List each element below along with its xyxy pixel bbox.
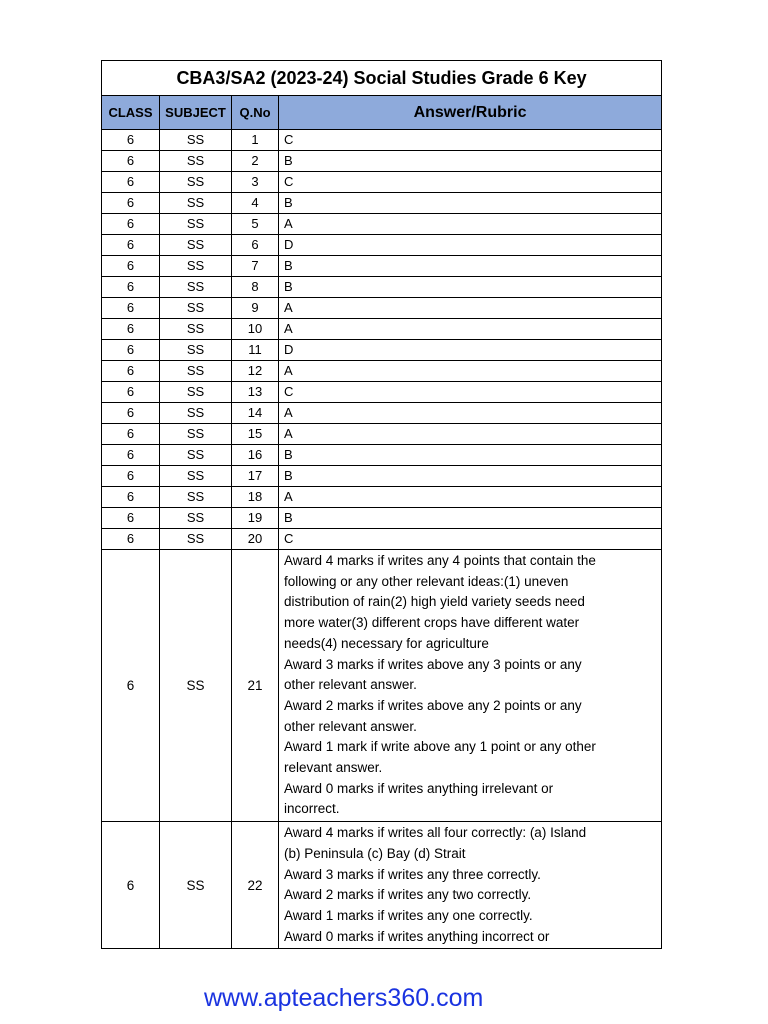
- answer-cell: B: [279, 256, 662, 277]
- rubric-line: Award 4 marks if writes any 4 points that contain the: [284, 553, 596, 568]
- rubric-line: incorrect.: [284, 801, 340, 817]
- qno-cell: 9: [232, 298, 279, 319]
- rubric-line: Award 3 marks if writes above any 3 points or any: [284, 656, 582, 672]
- qno-cell: 2: [232, 151, 279, 172]
- qno-cell: 11: [232, 340, 279, 361]
- qno-cell: 14: [232, 403, 279, 424]
- answer-key-table: [101, 60, 662, 949]
- website-link[interactable]: www.apteachers360.com: [204, 984, 484, 1012]
- table-row: [102, 361, 662, 382]
- table-row: [102, 382, 662, 403]
- rubric-line: Award 1 mark if write above any 1 point or any other: [284, 739, 596, 755]
- answer-cell: A: [279, 487, 662, 508]
- class-cell: 6: [102, 151, 160, 172]
- qno-cell: 15: [232, 424, 279, 445]
- class-cell: 6: [102, 529, 160, 550]
- answer-cell: B: [279, 445, 662, 466]
- class-cell: 6: [102, 550, 160, 822]
- qno-cell: 5: [232, 214, 279, 235]
- qno-cell: 22: [232, 822, 279, 949]
- answer-cell: B: [279, 277, 662, 298]
- qno-cell: 3: [232, 172, 279, 193]
- header-answer: Answer/Rubric: [279, 96, 662, 130]
- subject-cell: SS: [160, 277, 232, 298]
- header-class: CLASS: [102, 96, 160, 130]
- class-cell: 6: [102, 403, 160, 424]
- rubric-line: needs(4) necessary for agriculture: [284, 635, 489, 651]
- qno-cell: 20: [232, 529, 279, 550]
- rubric-line: Award 3 marks if writes any three correctly.: [284, 866, 541, 882]
- qno-cell: 4: [232, 193, 279, 214]
- qno-cell: 16: [232, 445, 279, 466]
- table-row: [102, 529, 662, 550]
- rubric-line: relevant answer.: [284, 760, 383, 776]
- header-qno: Q.No: [232, 96, 279, 130]
- rubric-line: following or any other relevant ideas:(1) uneven: [284, 573, 569, 589]
- qno-cell: 10: [232, 319, 279, 340]
- rubric-line: distribution of rain(2) high yield variety seeds need: [284, 594, 585, 610]
- class-cell: 6: [102, 822, 160, 949]
- table-row-q21: [102, 550, 662, 822]
- answer-cell: A: [279, 319, 662, 340]
- header-subject: SUBJECT: [160, 96, 232, 130]
- table-row: [102, 151, 662, 172]
- table-row: [102, 214, 662, 235]
- rubric-line: other relevant answer.: [284, 718, 417, 734]
- class-cell: 6: [102, 508, 160, 529]
- answer-cell: A: [279, 361, 662, 382]
- table-row: [102, 298, 662, 319]
- answer-cell: A: [279, 214, 662, 235]
- answer-cell: A: [279, 298, 662, 319]
- class-cell: 6: [102, 193, 160, 214]
- subject-cell: SS: [160, 256, 232, 277]
- table-row: [102, 193, 662, 214]
- class-cell: 6: [102, 319, 160, 340]
- subject-cell: SS: [160, 130, 232, 151]
- answer-cell: A: [279, 424, 662, 445]
- page-title: CBA3/SA2 (2023-24) Social Studies Grade 6 Key: [102, 61, 662, 96]
- rubric-line: (b) Peninsula (c) Bay (d) Strait: [284, 845, 466, 861]
- answer-cell: C: [279, 172, 662, 193]
- subject-cell: SS: [160, 382, 232, 403]
- answer-cell: B: [279, 193, 662, 214]
- answer-cell: D: [279, 235, 662, 256]
- qno-cell: 18: [232, 487, 279, 508]
- class-cell: 6: [102, 298, 160, 319]
- table-row: [102, 340, 662, 361]
- rubric-cell-q22: [279, 822, 662, 949]
- table-row: [102, 256, 662, 277]
- subject-cell: SS: [160, 151, 232, 172]
- qno-cell: 6: [232, 235, 279, 256]
- subject-cell: SS: [160, 403, 232, 424]
- table-row: [102, 487, 662, 508]
- subject-cell: SS: [160, 508, 232, 529]
- class-cell: 6: [102, 424, 160, 445]
- table-row-q22: [102, 822, 662, 949]
- table-row: [102, 172, 662, 193]
- table-row: [102, 235, 662, 256]
- answer-cell: C: [279, 130, 662, 151]
- class-cell: 6: [102, 340, 160, 361]
- qno-cell: 12: [232, 361, 279, 382]
- subject-cell: SS: [160, 529, 232, 550]
- rubric-line: Award 2 marks if writes any two correctly.: [284, 887, 532, 903]
- qno-cell: 21: [232, 550, 279, 822]
- subject-cell: SS: [160, 466, 232, 487]
- table-row: [102, 403, 662, 424]
- class-cell: 6: [102, 256, 160, 277]
- subject-cell: SS: [160, 340, 232, 361]
- subject-cell: SS: [160, 193, 232, 214]
- subject-cell: SS: [160, 822, 232, 949]
- rubric-line: Award 1 marks if writes any one correctly.: [284, 907, 533, 923]
- class-cell: 6: [102, 277, 160, 298]
- header-row: [102, 96, 662, 130]
- qno-cell: 19: [232, 508, 279, 529]
- class-cell: 6: [102, 487, 160, 508]
- subject-cell: SS: [160, 550, 232, 822]
- rubric-line: Award 2 marks if writes above any 2 points or any: [284, 697, 582, 713]
- qno-cell: 13: [232, 382, 279, 403]
- answer-cell: C: [279, 529, 662, 550]
- subject-cell: SS: [160, 214, 232, 235]
- qno-cell: 1: [232, 130, 279, 151]
- answer-cell: B: [279, 508, 662, 529]
- qno-cell: 7: [232, 256, 279, 277]
- class-cell: 6: [102, 445, 160, 466]
- rubric-line: Award 4 marks if writes all four correctly: (a) Island: [284, 825, 587, 841]
- table-row: [102, 319, 662, 340]
- answer-cell: C: [279, 382, 662, 403]
- subject-cell: SS: [160, 235, 232, 256]
- class-cell: 6: [102, 130, 160, 151]
- subject-cell: SS: [160, 361, 232, 382]
- rubric-line: more water(3) different crops have different water: [284, 615, 580, 631]
- subject-cell: SS: [160, 319, 232, 340]
- subject-cell: SS: [160, 445, 232, 466]
- subject-cell: SS: [160, 298, 232, 319]
- table-row: [102, 424, 662, 445]
- answer-cell: B: [279, 151, 662, 172]
- answer-cell: D: [279, 340, 662, 361]
- class-cell: 6: [102, 361, 160, 382]
- table-row: [102, 508, 662, 529]
- subject-cell: SS: [160, 424, 232, 445]
- class-cell: 6: [102, 382, 160, 403]
- table-row: [102, 466, 662, 487]
- qno-cell: 8: [232, 277, 279, 298]
- subject-cell: SS: [160, 172, 232, 193]
- class-cell: 6: [102, 235, 160, 256]
- answer-cell: B: [279, 466, 662, 487]
- rubric-line: Award 0 marks if writes anything incorrect or: [284, 928, 550, 944]
- class-cell: 6: [102, 466, 160, 487]
- rubric-line: Award 0 marks if writes anything irrelevant or: [284, 780, 554, 796]
- table-row: [102, 130, 662, 151]
- answer-cell: A: [279, 403, 662, 424]
- rubric-cell-q21: [279, 550, 662, 822]
- table-row: [102, 445, 662, 466]
- class-cell: 6: [102, 214, 160, 235]
- rubric-line: other relevant answer.: [284, 677, 417, 693]
- subject-cell: SS: [160, 487, 232, 508]
- table-row: [102, 277, 662, 298]
- qno-cell: 17: [232, 466, 279, 487]
- class-cell: 6: [102, 172, 160, 193]
